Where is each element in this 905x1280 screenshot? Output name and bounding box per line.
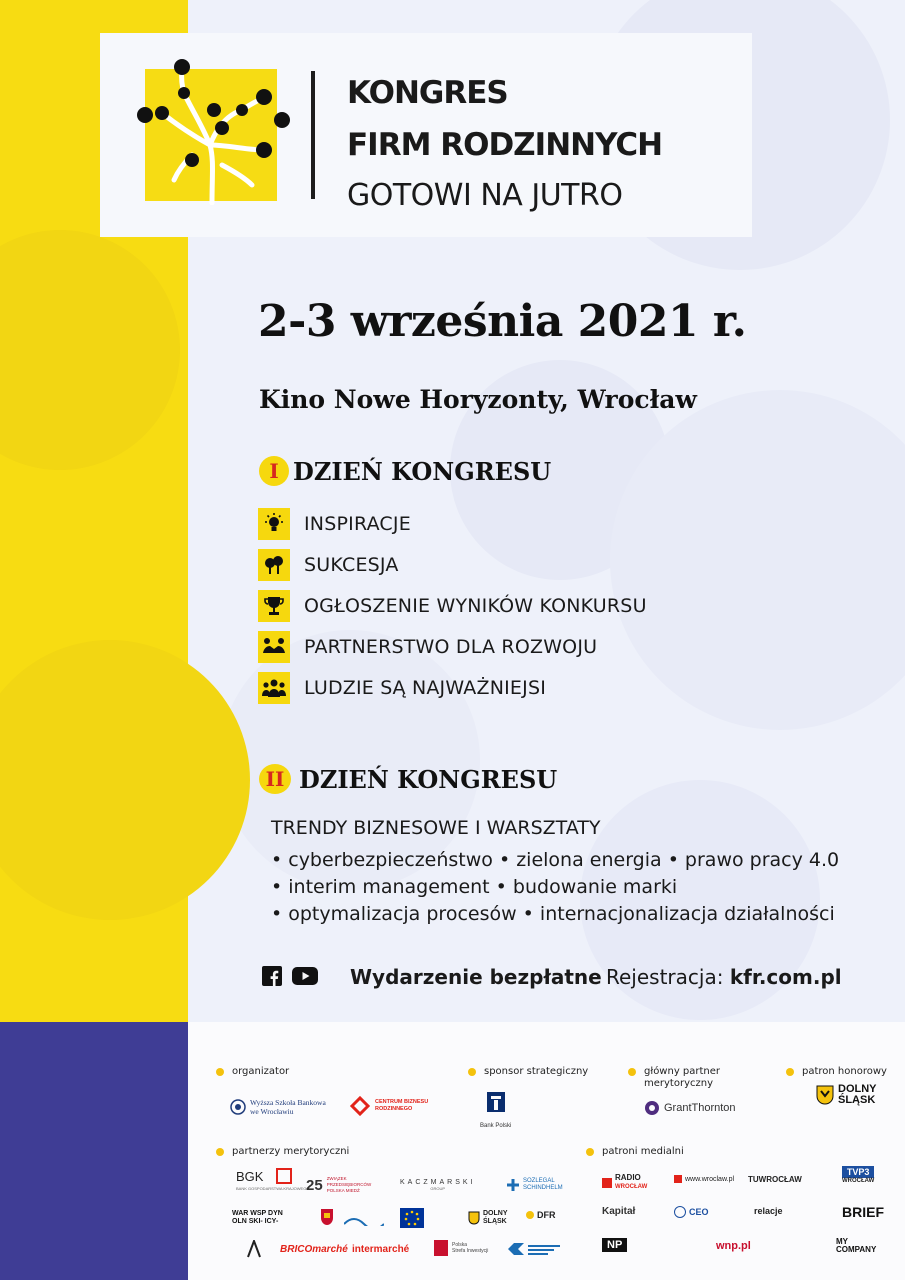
topic-label: LUDZIE SĄ NAJWAŻNIEJSI (304, 677, 547, 699)
np-logo: NP (602, 1238, 627, 1252)
radio-wroclaw-logo: RADIO WROCŁAW (602, 1174, 647, 1191)
intermarche-logo: intermarché (352, 1244, 410, 1255)
eagle-crest-icon (816, 1085, 834, 1105)
brand-name (347, 67, 662, 221)
organizer-label: organizator (216, 1066, 289, 1078)
day2-heading (259, 764, 557, 794)
event-date: 2-3 września 2021 r. (258, 296, 747, 347)
topic-label: OGŁOSZENIE WYNIKÓW KONKURSU (304, 595, 647, 617)
trees-icon (258, 549, 290, 581)
brief-logo: BRIEF (842, 1204, 884, 1220)
violet-side-band (0, 1022, 188, 1280)
brand-line-2: FIRM RODZINNYCH (347, 127, 663, 163)
facebook-icon[interactable] (262, 966, 282, 986)
kaczmarski-logo: KACZMARSKI GROUP (400, 1179, 476, 1191)
topic-label: SUKCESJA (304, 554, 399, 576)
crest-icon (320, 1208, 334, 1226)
sozlegal-mark-icon (506, 1178, 520, 1192)
day2-subtitle: TRENDY BIZNESOWE I WARSZTATY (271, 817, 601, 839)
cbr-mark-icon (350, 1096, 372, 1116)
relacje-logo: relacje (754, 1206, 783, 1216)
pfr-flag-icon (434, 1240, 448, 1256)
bricomarche-logo: BRICOmarché (280, 1244, 348, 1255)
pko-bank-icon (485, 1090, 507, 1118)
a-mark-icon (246, 1240, 262, 1258)
agency-logo-icon (344, 1214, 384, 1226)
media-patrons-label: patroni medialni (586, 1146, 684, 1158)
pfr-logo: Polska Strefa Inwestycji (434, 1240, 488, 1256)
ceo-logo: CEO (674, 1206, 709, 1218)
honorary-patron-label: patron honorowy (786, 1066, 887, 1078)
content-partners-label: partnerzy merytoryczni (216, 1146, 349, 1158)
registration-link[interactable]: kfr.com.pl (729, 965, 842, 989)
dfr-dot-icon (526, 1211, 534, 1219)
brand-tagline: GOTOWI NA JUTRO (347, 178, 623, 213)
event-venue: Kino Nowe Horyzonty, Wrocław (259, 385, 697, 414)
topic-item (258, 508, 411, 540)
tu-wroclaw-logo: TUWROCŁAW (748, 1175, 802, 1184)
strategic-sponsor-label: sponsor strategiczny (468, 1066, 588, 1078)
bgk-logo: BGK BANK GOSPODARSTWA KRAJOWEGO (236, 1169, 310, 1191)
pko-logo: Bank Polski (480, 1090, 511, 1129)
tvp3-logo: TVP3 WROCŁAW (842, 1167, 875, 1184)
wroclaw-pl-mark-icon (674, 1175, 682, 1183)
topic-item (258, 590, 647, 622)
trend-bullets: • cyberbezpieczeństwo • zielona energia • prawo pracy 4.0 (271, 849, 840, 871)
brand-line-1: KONGRES (347, 75, 508, 111)
ceo-ring-icon (674, 1206, 686, 1218)
my-company-logo: MY COMPANY (836, 1237, 877, 1254)
wsb-crest-icon (230, 1099, 246, 1115)
main-partner-label: główny partner merytoryczny (628, 1066, 720, 1090)
dolny-slask-small-logo: DOLNY ŚLĄSK (468, 1210, 508, 1226)
dolny-slask-logo: DOLNY ŚLĄSK (816, 1084, 877, 1106)
zpp-logo: 25 ZWIĄZEK PRZEDSIĘBIORCÓW POLSKA MIEDŹ (306, 1176, 372, 1194)
free-event-label: Wydarzenie bezpłatne (350, 965, 602, 989)
eagle-small-icon (468, 1211, 480, 1225)
day2-badge: II (259, 764, 291, 794)
cbr-logo: CENTRUM BIZNESU RODZINNEGO (350, 1096, 428, 1116)
eu-stars-icon (400, 1208, 424, 1228)
topic-item (258, 549, 399, 581)
topic-item (258, 672, 546, 704)
sozlegal-logo: SOZLEGAL SCHINDHELM (506, 1178, 563, 1192)
youtube-icon[interactable] (292, 966, 318, 986)
grant-thornton-logo: GrantThornton (644, 1100, 736, 1116)
wroclaw-pl-logo: www.wroclaw.pl (674, 1175, 734, 1183)
topic-item (258, 631, 597, 663)
trophy-icon (258, 590, 290, 622)
radio-mark-icon (602, 1178, 612, 1188)
day1-title: DZIEŃ KONGRESU (293, 456, 552, 486)
registration-label: Rejestracja: (606, 965, 724, 989)
trend-bullets: • interim management • budowanie marki (271, 876, 678, 898)
people-icon (258, 672, 290, 704)
kapital-logo: Kapitał (602, 1206, 636, 1217)
wnp-logo: wnp.pl (716, 1240, 751, 1252)
sponsors-section (188, 1022, 905, 1280)
header-card (100, 33, 752, 237)
bgk-square-icon (276, 1168, 292, 1184)
topic-label: PARTNERSTWO DLA ROZWOJU (304, 636, 598, 658)
registration-info (606, 965, 842, 989)
lightbulb-icon (258, 508, 290, 540)
sse-logo-icon (506, 1242, 562, 1256)
day1-badge: I (259, 456, 289, 486)
day1-heading (259, 456, 551, 486)
wsb-logo: Wyższa Szkoła Bankowa we Wrocławiu (230, 1098, 326, 1116)
war-logo: WAR WSP DYN OLN SKI- ICY- (232, 1210, 283, 1225)
family-tree-logo-icon (132, 55, 292, 205)
handshake-icon (258, 631, 290, 663)
brand-divider (311, 71, 315, 199)
grant-thornton-icon (644, 1100, 660, 1116)
topic-label: INSPIRACJE (304, 513, 411, 535)
dfr-logo: DFR (526, 1210, 556, 1220)
trend-bullets: • optymalizacja procesów • internacjonalizacja działalności (271, 903, 835, 925)
day2-title: DZIEŃ KONGRESU (299, 764, 558, 794)
